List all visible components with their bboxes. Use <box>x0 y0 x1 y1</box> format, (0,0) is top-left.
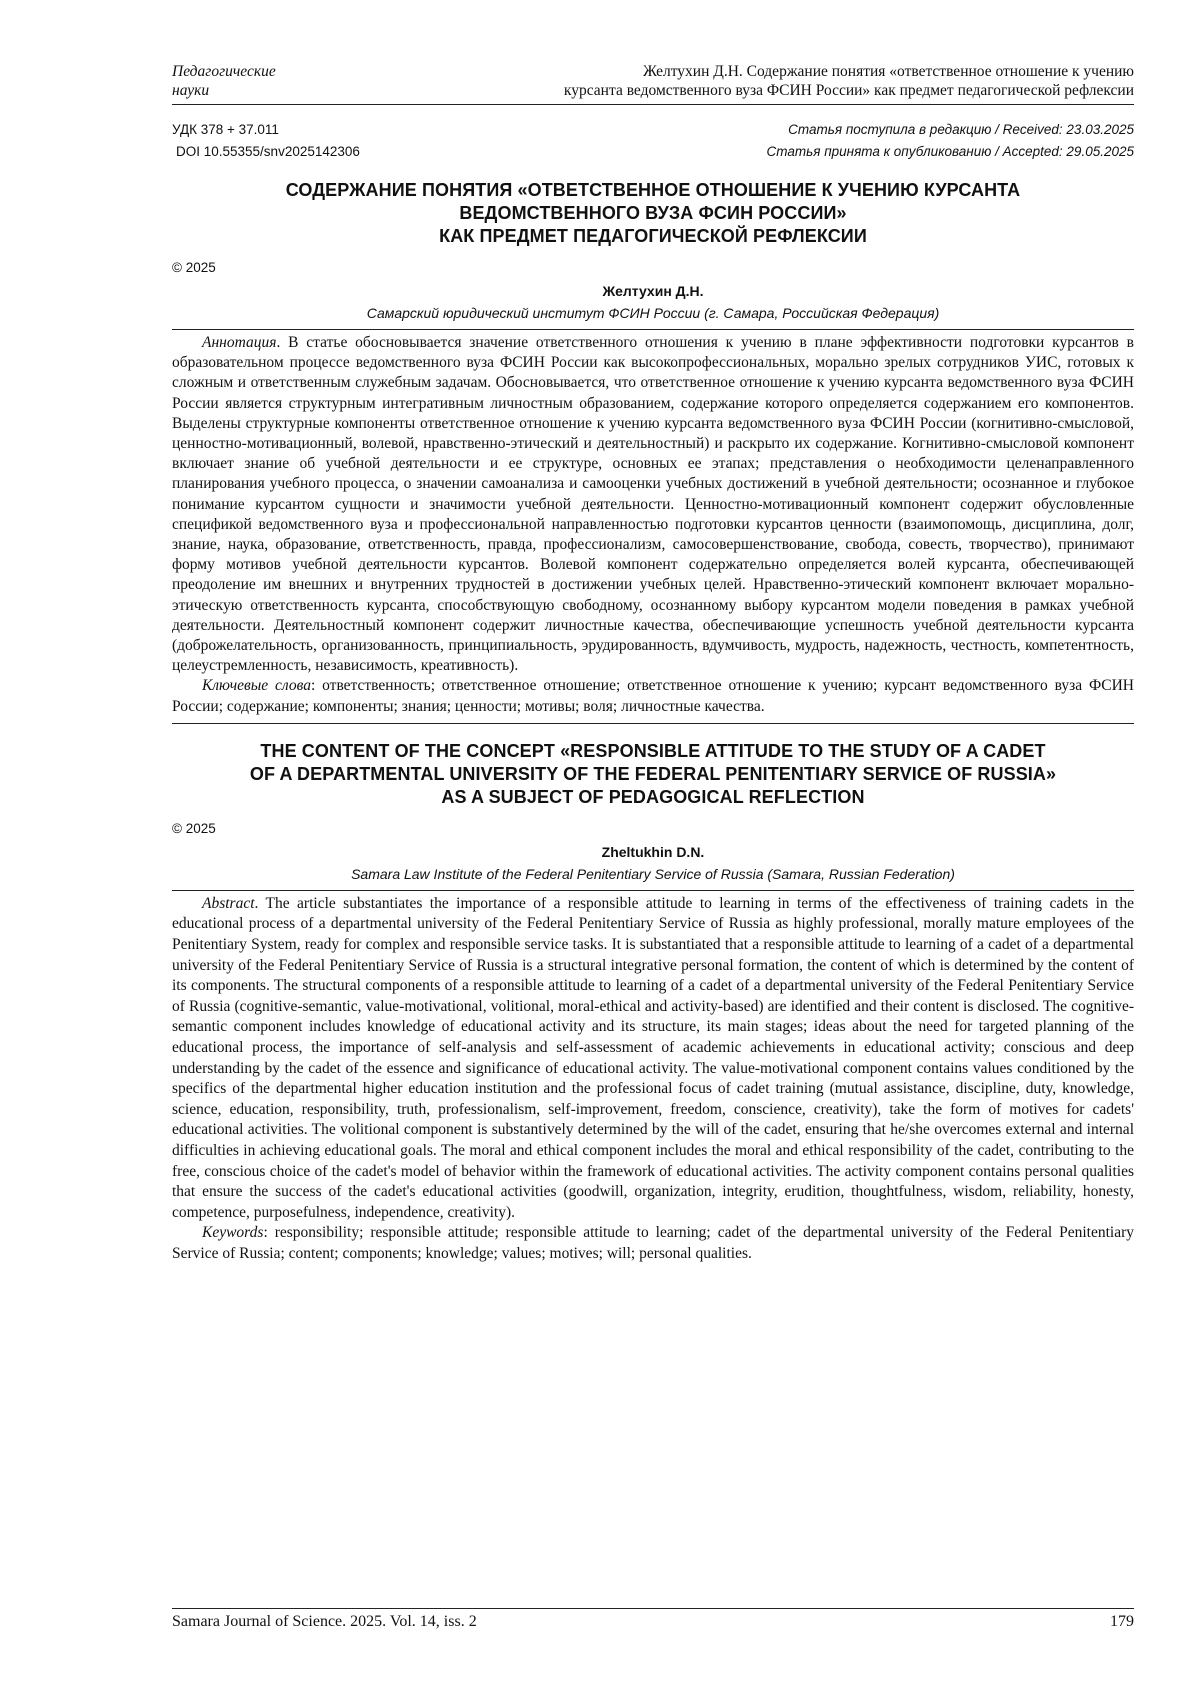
keywords-text-en: : responsibility; responsible attitude; responsible attitude to learning; cadet of the departmental university of the Federal Penitentiary Service of Russia; content; components; knowledge; values; motives; will; personal qualities. <box>172 1224 1134 1262</box>
keywords-label-en: Keywords <box>202 1224 263 1241</box>
keywords-text-ru: : ответственность; ответственное отношение; ответственное отношение к учению; курсант ведомственного вуза ФСИН России; содержание; компоненты; знания; ценности; мотивы; воля; личностные качества. <box>172 677 1134 714</box>
title-line: КАК ПРЕДМЕТ ПЕДАГОГИЧЕСКОЙ РЕФЛЕКСИИ <box>172 225 1134 248</box>
running-head <box>172 62 1134 105</box>
title-line: AS A SUBJECT OF PEDAGOGICAL REFLECTION <box>172 786 1134 809</box>
affiliation-ru: Самарский юридический институт ФСИН России (г. Самара, Российская Федерация) <box>172 305 1134 321</box>
abstract-text-en: . The article substantiates the importance of a responsible attitude to learning in terms of the effectiveness of training cadets in the educational process of a departmental university of the Federal Penitentiary Service of Russia as highly professional, morally mature employees of the Penitentiary System, ready for complex and responsible service tasks. It is substantiated that a responsible attitude to learning of a cadet of a departmental university of the Federal Penitentiary Service of Russia is a structural integrative personal formation, the content of which is determined by the content of its components. The structural components of a responsible attitude to learning of a cadet of a departmental university of the Federal Penitentiary Service of Russia (cognitive-semantic, value-motivational, volitional, moral-ethical and activity-based) are identified and their content is disclosed. The cognitive-semantic component includes knowledge of educational activity and its structure, its main stages; ideas about the need for targeted planning of the educational process, the importance of self-analysis and self-assessment of academic achievements in educational activity; conscious and deep understanding by the cadet of the essence and significance of educational activity. The value-motivational component contains values conditioned by the specifics of the departmental higher education institution and the professional focus of cadet training (mutual assistance, discipline, duty, knowledge, science, education, responsibility, truth, professionalism, self-improvement, freedom, conscience, creativity), take the form of motives for cadets' educational activities. The volitional component is substantively determined by the will of the cadet, ensuring that he/she overcomes external and internal difficulties in achieving educational goals. The moral and ethical component includes the moral and ethical responsibility of the cadet, contributing to the free, conscious choice of the cadet's model of behavior within the framework of educational activities. The activity component contains personal qualities that ensure the success of the cadet's educational activities (goodwill, organization, integrity, erudition, thoughtfulness, wisdom, reliability, honesty, competence, purposefulness, independence, creativity). <box>172 895 1134 1221</box>
keywords-paragraph-en <box>172 1223 1134 1264</box>
abstract-label-ru: Аннотация <box>202 334 276 351</box>
running-title-line: Желтухин Д.Н. Содержание понятия «ответственное отношение к учению <box>434 62 1134 81</box>
running-title-line: курсанта ведомственного вуза ФСИН России» как предмет педагогической рефлексии <box>434 81 1134 100</box>
page-number: 179 <box>1110 1613 1134 1631</box>
doi[interactable]: DOI 10.55355/snv2025142306 <box>172 141 360 163</box>
abstract-text-ru: . В статье обосновывается значение ответственного отношения к учению в плане эффективности подготовки курсантов в образовательном процессе ведомственного вуза ФСИН России как высокопрофессиональных, морально зрелых сотрудников УИС, готовых к сложным и ответственным служебным задачам. Обосновывается, что ответственное отношение к учению курсанта ведомственного вуза ФСИН России является структурным интегративным личностным образованием, содержание которого определяется содержанием его компонентов. Выделены структурные компоненты ответственное отношение к учению курсанта ведомственного вуза ФСИН России (когнитивно-смысловой, ценностно-мотивационный, волевой, нравственно-этический и деятельностный) и раскрыто их содержание. Когнитивно-смысловой компонент включает знание об учебной деятельности и ее структуре, основных ее этапах; представления о необходимости целенаправленного планирования учебного процесса, о значении самоанализа и самооценки учебных достижений в учебной деятельности; осознанное и глубокое понимание курсантом сущности и значимости учебной деятельности. Ценностно-мотивационный компонент содержит обусловленные спецификой ведомственного вуза и профессиональной направленностью подготовки курсантов ценности (взаимопомощь, дисциплина, долг, знание, наука, образование, ответственность, правда, профессионализм, самосовершенствование, свобода, совесть, творчество), принимают форму мотивов учебной деятельности курсантов. Волевой компонент содержательно определяется волей курсанта, обеспечивающей преодоление им внешних и внутренних трудностей в достижении учебных целей. Нравственно-этический компонент включает морально-этическую ответственность курсанта, способствующую свободному, осознанному выбору курсантом модели поведения в рамках учебной деятельности. Деятельностный компонент содержит личностные качества, обеспечивающие успешность учебной деятельности курсанта (доброжелательность, организованность, принципиальность, эрудированность, вдумчивость, мудрость, надежность, честность, компетентность, целеустремленность, независимость, креативность). <box>172 334 1134 674</box>
title-line: THE CONTENT OF THE CONCEPT «RESPONSIBLE ATTITUDE TO THE STUDY OF A CADET <box>172 740 1134 763</box>
author-ru: Желтухин Д.Н. <box>172 283 1134 299</box>
article-meta <box>172 119 1134 163</box>
journal-section-line: Педагогические <box>172 62 322 81</box>
abstract-paragraph-ru <box>172 333 1134 676</box>
abstract-paragraph-en <box>172 894 1134 1224</box>
title-line: СОДЕРЖАНИЕ ПОНЯТИЯ «ОТВЕТСТВЕННОЕ ОТНОШЕНИЕ К УЧЕНИЮ КУРСАНТА <box>172 179 1134 202</box>
running-title <box>434 62 1134 100</box>
abstract-label-en: Abstract <box>202 895 255 912</box>
affiliation-en: Samara Law Institute of the Federal Penitentiary Service of Russia (Samara, Russian Federation) <box>172 866 1134 882</box>
abstract-en <box>172 890 1134 1271</box>
received-date: Статья поступила в редакцию / Received: 23.03.2025 <box>767 119 1134 141</box>
title-line: OF A DEPARTMENTAL UNIVERSITY OF THE FEDERAL PENITENTIARY SERVICE OF RUSSIA» <box>172 763 1134 786</box>
copyright-en: © 2025 <box>172 821 1134 836</box>
author-en: Zheltukhin D.N. <box>172 844 1134 860</box>
journal-section-line: науки <box>172 81 322 100</box>
article-title-en <box>172 740 1134 809</box>
journal-section <box>172 62 322 100</box>
copyright-ru: © 2025 <box>172 260 1134 275</box>
page-footer <box>172 1608 1134 1631</box>
abstract-ru <box>172 329 1134 724</box>
udc-code: УДК 378 + 37.011 <box>172 119 360 141</box>
keywords-paragraph-ru <box>172 676 1134 716</box>
keywords-label-ru: Ключевые слова <box>202 677 311 694</box>
title-line: ВЕДОМСТВЕННОГО ВУЗА ФСИН РОССИИ» <box>172 202 1134 225</box>
article-title-ru <box>172 179 1134 248</box>
journal-citation: Samara Journal of Science. 2025. Vol. 14, iss. 2 <box>172 1613 477 1631</box>
accepted-date: Статья принята к опубликованию / Accepted: 29.05.2025 <box>767 141 1134 163</box>
